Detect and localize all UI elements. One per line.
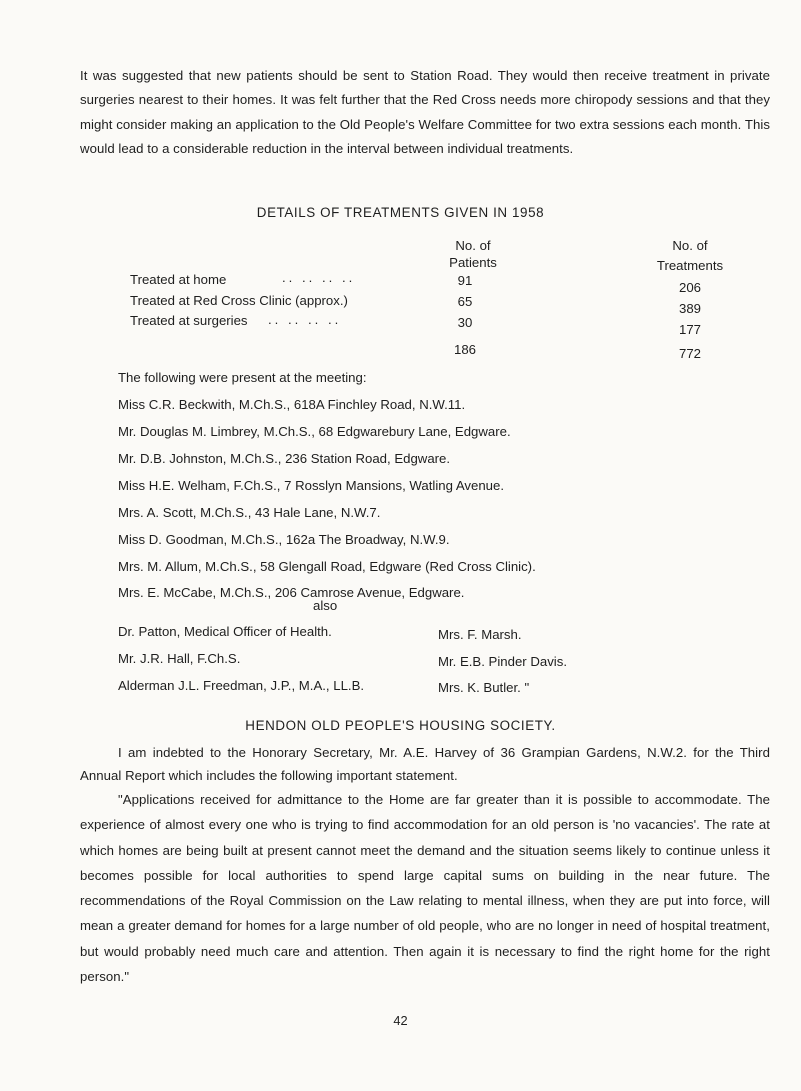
attendee-line: Mrs. M. Allum, M.Ch.S., 58 Glengall Road, Edgware (Red Cross Clinic). [118, 559, 536, 574]
page-number: 42 [393, 1013, 408, 1028]
header-patients-line2: Patients [449, 255, 497, 270]
also-attendee-right: Mr. E.B. Pinder Davis. [438, 654, 567, 669]
row-treatments: 389 [678, 301, 701, 316]
table-title: DETAILS OF TREATMENTS GIVEN IN 1958 [256, 205, 545, 220]
total-treatments: 772 [678, 346, 701, 361]
header-treatments-line2: Treatments [656, 258, 724, 273]
housing-paragraph: I am indebted to the Honorary Secretary, Mr. A.E. Harvey of 36 Grampian Gardens, N.W.2. for the Third Annual Report which includes the following important statement. [80, 745, 770, 783]
also-label: also [313, 598, 338, 613]
attendee-line: Miss H.E. Welham, F.Ch.S., 7 Rosslyn Mansions, Watling Avenue. [118, 478, 505, 493]
housing-quote: "Applications received for admittance to the Home are far greater than it is possible to accommodate. The experience of almost every one who is trying to find accommodation for an old person is 'no vacancies'. The rate at which homes are being built at present cannot meet the demand and the situation seems likely to continue unless it becomes possible for local authorities to spend large capital sums on building in the near future. The recommendations of the Royal Commission on the Law relating to mental illness, when they are put into force, will mean a greater demand for homes for a large number of old people, who are no longer in need of hospital treatment, but would probably need much care and attention. Then again it is necessary to find the right home for the right person." [80, 792, 770, 985]
total-patients: 186 [453, 342, 476, 357]
row-label: Treated at Red Cross Clinic (approx.) [130, 293, 348, 308]
row-treatments: 177 [678, 322, 701, 337]
housing-heading: HENDON OLD PEOPLE'S HOUSING SOCIETY. [245, 718, 556, 733]
attendee-line: Miss C.R. Beckwith, M.Ch.S., 618A Finchley Road, N.W.11. [118, 397, 466, 412]
also-attendee-right: Mrs. K. Butler. " [438, 680, 530, 695]
row-label: Treated at surgeries [130, 313, 248, 328]
attendee-line: Mr. Douglas M. Limbrey, M.Ch.S., 68 Edgwarebury Lane, Edgware. [118, 424, 511, 439]
also-attendee-right: Mrs. F. Marsh. [438, 627, 522, 642]
row-patients: 65 [457, 294, 473, 309]
attendee-line: Mr. D.B. Johnston, M.Ch.S., 236 Station Road, Edgware. [118, 451, 451, 466]
intro-paragraph: It was suggested that new patients should be sent to Station Road. They would then receive treatment in private surgeries nearest to their homes. It was felt further that the Red Cross needs more chiropody sessions and that they might consider making an application to the Old People's Welfare Committee for two extra sessions each month. This would lead to a considerable reduction in the interval between individual treatments. [80, 68, 770, 156]
also-attendee-left: Mr. J.R. Hall, F.Ch.S. [118, 651, 241, 666]
header-treatments-line1: No. of [672, 238, 708, 253]
row-dots: .. .. .. .. [282, 270, 356, 285]
also-attendee-left: Alderman J.L. Freedman, J.P., M.A., LL.B. [118, 678, 365, 693]
header-patients-line1: No. of [455, 238, 491, 253]
also-attendee-left: Dr. Patton, Medical Officer of Health. [118, 624, 332, 639]
row-treatments: 206 [678, 280, 701, 295]
attendee-line: Mrs. A. Scott, M.Ch.S., 43 Hale Lane, N.W.7. [118, 505, 381, 520]
meeting-intro: The following were present at the meeting: [118, 370, 367, 385]
row-dots: .. .. .. .. [268, 312, 342, 327]
attendee-line: Miss D. Goodman, M.Ch.S., 162a The Broadway, N.W.9. [118, 532, 450, 547]
row-patients: 91 [457, 273, 473, 288]
row-label: Treated at home [130, 272, 227, 287]
attendee-line: Mrs. E. McCabe, M.Ch.S., 206 Camrose Avenue, Edgware. [118, 585, 465, 600]
row-patients: 30 [457, 315, 473, 330]
